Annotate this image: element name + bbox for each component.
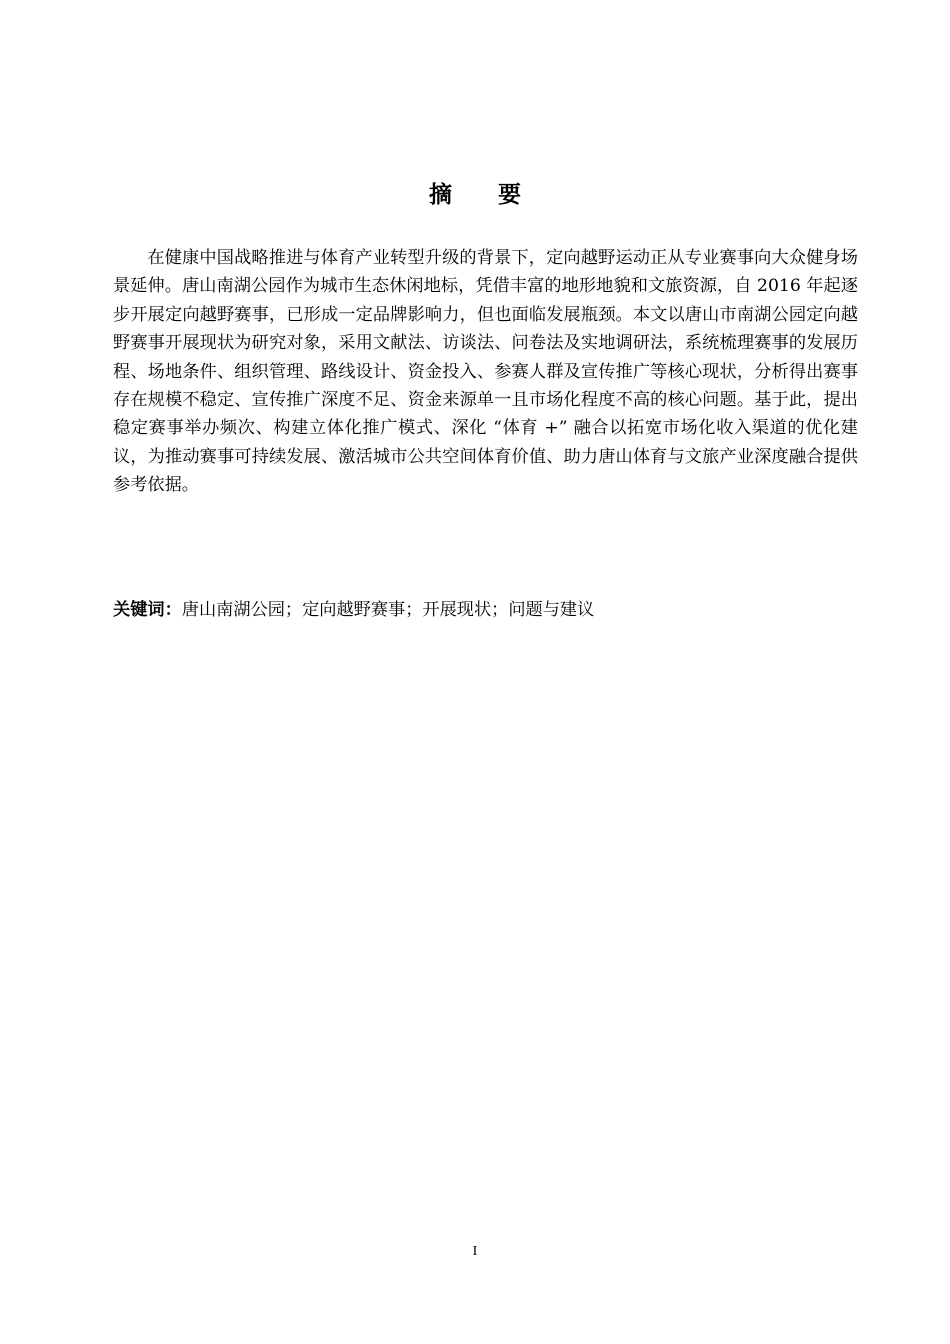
keywords-line xyxy=(113,596,858,624)
abstract-body: 在健康中国战略推进与体育产业转型升级的背景下，定向越野运动正从专业赛事向大众健身场景延伸。唐山南湖公园作为城市生态休闲地标，凭借丰富的地形地貌和文旅资源，自 2016 年起逐步开展定向越野赛事，已形成一定品牌影响力，但也面临发展瓶颈。本文以唐山市南湖公园定向越野赛事开展现状为研究对象，采用文献法、访谈法、问卷法及实地调研法，系统梳理赛事的发展历程、场地条件、组织管理、路线设计、资金投入、参赛人群及宣传推广等核心现状，分析得出赛事存在规模不稳定、宣传推广深度不足、资金来源单一且市场化程度不高的核心问题。基于此，提出稳定赛事举办频次、构建立体化推广模式、深化 “体育 +” 融合以拓宽市场化收入渠道的优化建议，为推动赛事可持续发展、激活城市公共空间体育价值、助力唐山体育与文旅产业深度融合提供参考依据。 xyxy=(113,248,858,496)
abstract-heading xyxy=(0,178,950,212)
keywords-label: 关键词： xyxy=(113,600,182,620)
page-number: I xyxy=(472,1244,478,1259)
abstract-heading-char-2: 要 xyxy=(498,182,521,208)
abstract-heading-char-1: 摘 xyxy=(429,182,452,208)
keywords-value: 唐山南湖公园；定向越野赛事；开展现状；问题与建议 xyxy=(181,600,595,620)
